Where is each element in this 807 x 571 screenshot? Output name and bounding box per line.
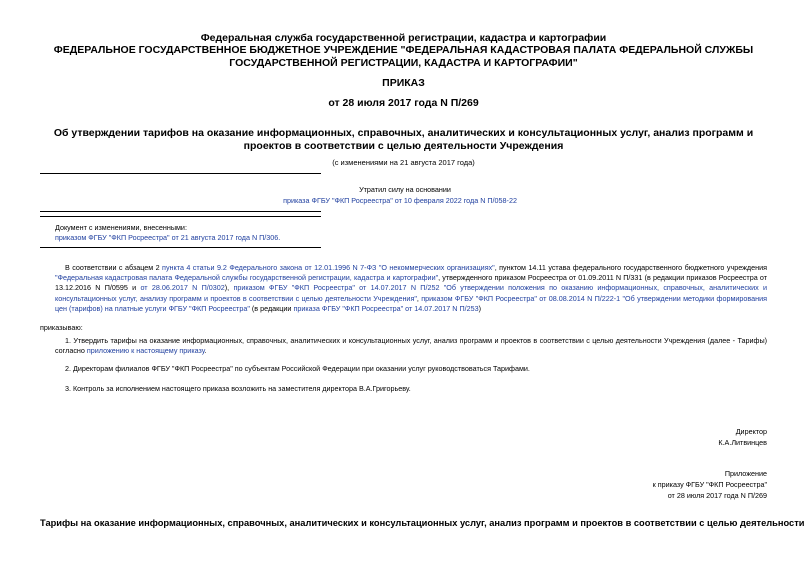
order-word: приказываю:: [40, 323, 83, 332]
preamble-text: , утвержденного приказом Росреестра от 01.09.2011 N П/331 (в редакции приказов Росреестра от 13.12.2016 N П/0595 и: [55, 273, 767, 293]
signature-name: К.А.Литвинцев: [718, 438, 767, 447]
document-date-number: от 28 июля 2017 года N П/269: [328, 97, 479, 109]
preamble-text: (в редакции: [249, 303, 294, 313]
document-type: ПРИКАЗ: [382, 77, 425, 89]
order-252-link[interactable]: приказом ФГБУ "ФКП Росреестра" от 14.07.2017 N П/252 "Об утверждении положения по оказанию информационных, справочных, аналитических и консультационных услуг, анализу программ и проектов в соответствии с целью деятельности Учреждения": [55, 283, 768, 303]
appendix-date: от 28 июля 2017 года N П/269: [667, 491, 767, 500]
appendix-ref: к приказу ФГБУ "ФКП Росреестра": [652, 480, 767, 489]
preamble-text: , пунктом 14.11 устава федерального государственного бюджетного учреждения: [494, 263, 767, 272]
order-222-link[interactable]: приказом ФГБУ "ФКП Росреестра" от 08.08.2014 N П/222-1 "Об утверждении методики формирования цен (тарифов) на платные услуги ФГБУ "ФКП Росреестра": [55, 293, 768, 313]
divider: [40, 216, 321, 217]
item-3: [55, 384, 767, 394]
item-3-text: 3. Контроль за исполнением настоящего приказа возложить на заместителя директора В.А.Григорьеву.: [65, 384, 411, 393]
item-1-end: .: [204, 346, 207, 356]
preamble-text: ,: [416, 293, 422, 303]
preamble-text: ): [478, 303, 482, 313]
item-2: [55, 364, 767, 374]
law-link[interactable]: пункта 4 статьи 9.2 Федерального закона от 12.01.1996 N 7-ФЗ "О некоммерческих организациях": [162, 263, 495, 272]
order-253-link[interactable]: приказа ФГБУ "ФКП Росреестра" от 14.07.2017 N П/253: [293, 303, 479, 313]
signature-position: Директор: [735, 427, 767, 436]
changes-note: (с изменениями на 21 августа 2017 года): [332, 158, 475, 167]
appendix-label: Приложение: [724, 469, 767, 478]
appendix-link[interactable]: приложению к настоящему приказу: [86, 346, 205, 356]
order-0302-link[interactable]: от 28.06.2017 N П/0302: [140, 283, 225, 293]
preamble-text: В соответствии с абзацем 2: [65, 263, 163, 272]
divider: [40, 211, 321, 212]
item-2-text: 2. Директорам филиалов ФГБУ "ФКП Росреестра" по субъектам Российской Федерации при оказании услуг руководствоваться Тарифами.: [65, 364, 530, 373]
amendments-link[interactable]: приказом ФГБУ "ФКП Росреестра" от 21 августа 2017 года N П/306.: [55, 233, 281, 242]
preamble-paragraph: [55, 263, 767, 314]
item-1: [55, 336, 767, 356]
tariffs-title: Тарифы на оказание информационных, справочных, аналитических и консультационных услуг, анализ программ и проектов в соответствии с целью деятельности: [40, 518, 805, 528]
institution-name: ФЕДЕРАЛЬНОЕ ГОСУДАРСТВЕННОЕ БЮДЖЕТНОЕ УЧРЕЖДЕНИЕ "ФЕДЕРАЛЬНАЯ КАДАСТРОВАЯ ПАЛАТА ФЕДЕРАЛЬНОЙ СЛУЖБЫ ГОСУДАРСТВЕННОЙ РЕГИСТРАЦИИ, КАДАСТРА И КАРТОГРАФИИ": [53, 44, 754, 69]
item-1-text: 1. Утвердить тарифы на оказание информационных, справочных, аналитических и консультационных услуг, анализ программ и проектов в соответствии с целью деятельности Учреждения (далее - Тарифы) согласно: [55, 336, 767, 356]
appendix-block: [653, 468, 767, 501]
divider: [40, 173, 321, 174]
preamble-text: ),: [224, 283, 234, 293]
lost-force-note: Утратил силу на основании: [359, 185, 451, 194]
signature-block: [718, 426, 767, 448]
agency-name: Федеральная служба государственной регистрации, кадастра и картографии: [200, 32, 607, 44]
divider: [40, 247, 321, 248]
document-title: Об утверждении тарифов на оказание информационных, справочных, аналитических и консультационных услуг, анализ программ и проектов в соответствии с целью деятельности Учреждения: [53, 127, 754, 152]
lost-force-link[interactable]: приказа ФГБУ "ФКП Росреестра" от 10 февраля 2022 года N П/058-22: [283, 196, 517, 205]
amendments-label: Документ с изменениями, внесенными:: [55, 223, 187, 232]
institution-link[interactable]: "Федеральная кадастровая палата Федеральной службы государственной регистрации, кадастра и картографии": [55, 273, 439, 283]
